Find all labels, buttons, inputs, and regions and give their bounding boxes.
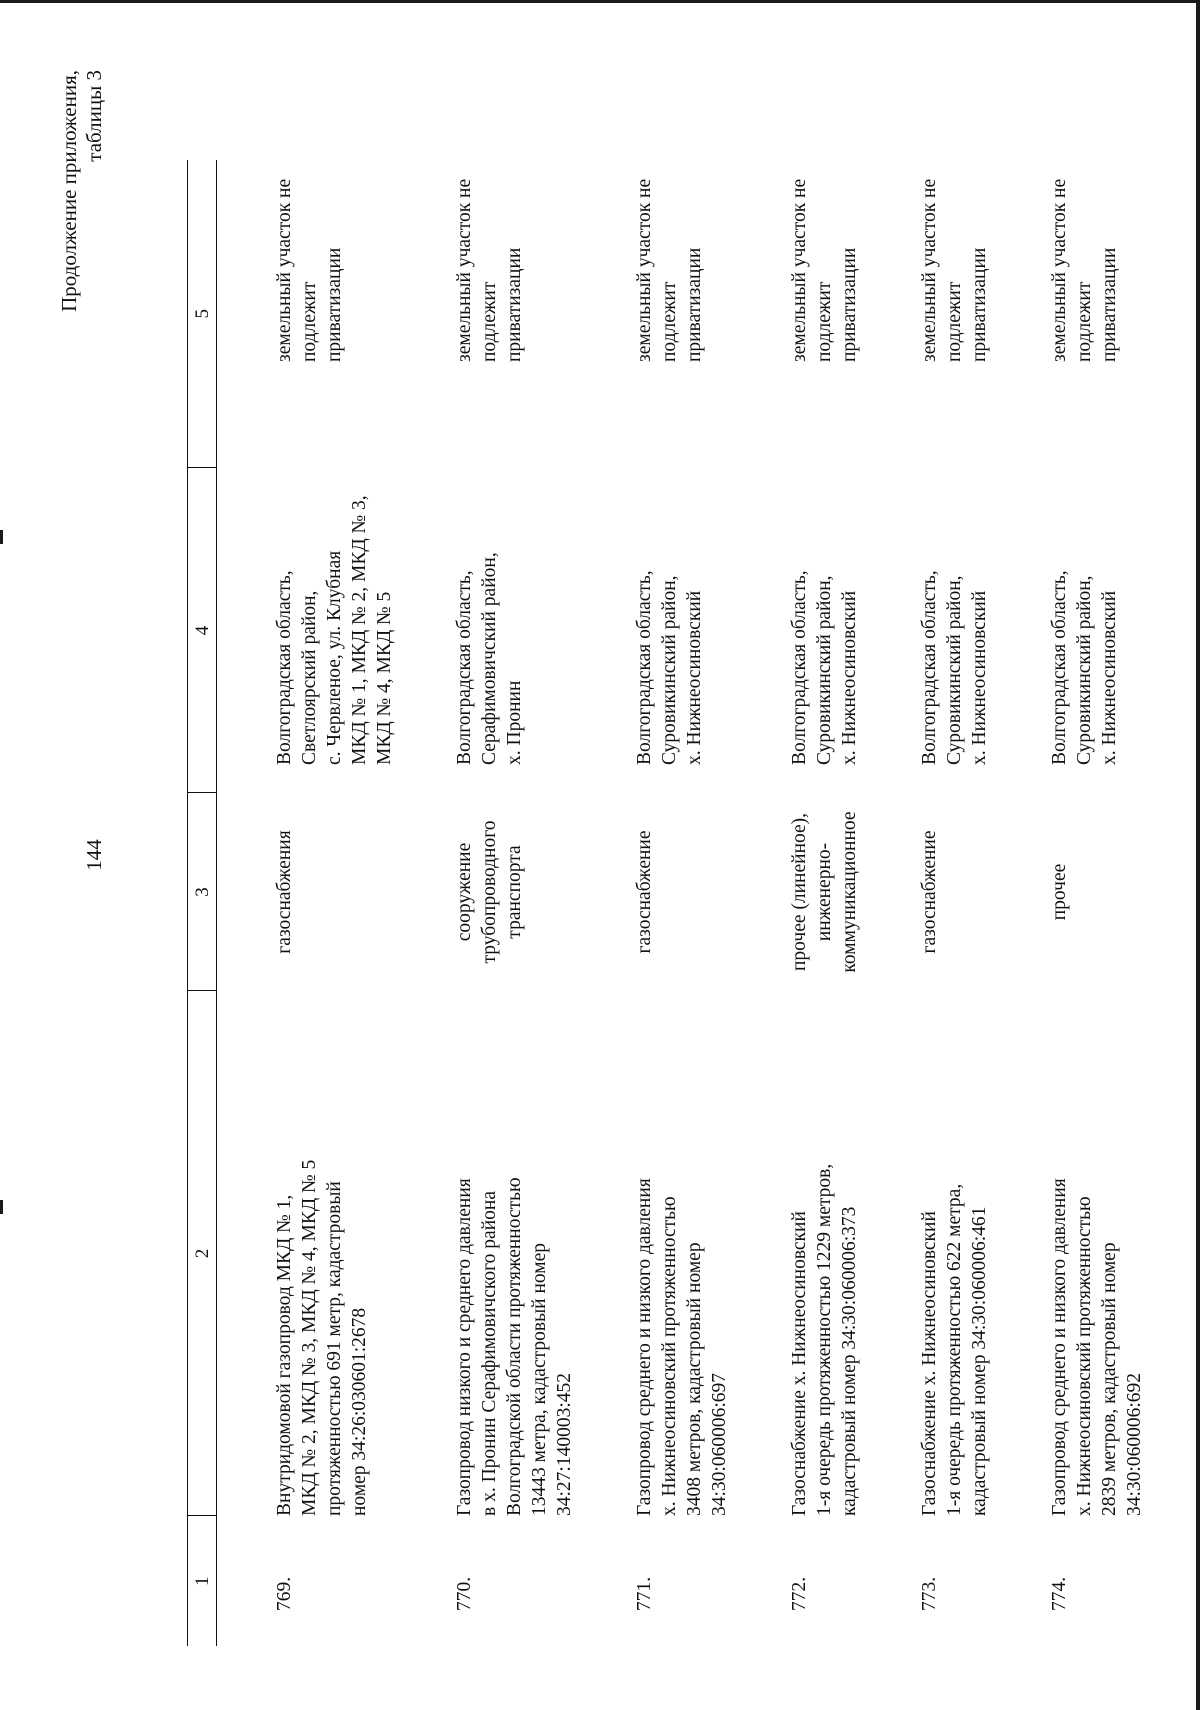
object-note-line: земельный участок не подлежит [274, 178, 320, 362]
object-note [917, 160, 1047, 468]
object-address-line: Волгоградская область, [789, 570, 810, 765]
object-description-line: 1-я очередь протяженностью 622 метра, [944, 1183, 965, 1516]
property-table [187, 160, 1200, 1646]
object-purpose [787, 793, 917, 991]
object-description [632, 991, 787, 1516]
object-description-line: протяженностью 691 метр, кадастровый [324, 1181, 345, 1516]
object-address-line: МКД № 1, МКД № 2, МКД № 3, [349, 495, 370, 765]
table-row [217, 160, 453, 1646]
object-purpose [217, 793, 453, 991]
column-header-5: 5 [188, 160, 217, 468]
object-address-line: х. Нижнеосиновский [969, 590, 990, 765]
object-address-line: Волгоградская область, [454, 570, 475, 765]
object-address-line: х. Пронин [504, 680, 525, 765]
table-row [787, 160, 917, 1646]
object-description-line: номер 34:26:030601:2678 [349, 1307, 370, 1516]
table-header-row [188, 160, 217, 1646]
continuation-line-1: Продолжение приложения, [57, 70, 81, 312]
object-address [452, 468, 632, 793]
object-note-line: приватизации [324, 247, 345, 362]
row-number: 772. [789, 1576, 810, 1611]
object-note [632, 160, 787, 468]
object-description-line: 34:27:140003:452 [554, 1372, 575, 1516]
object-description-line: х. Нижнеосиновский протяженностью [659, 1196, 680, 1516]
object-description-line: кадастровый номер 34:30:060006:373 [839, 1206, 860, 1516]
object-description-line: кадастровый номер 34:30:060006:461 [969, 1206, 990, 1516]
object-purpose-line: транспорта [504, 845, 525, 939]
object-purpose [632, 793, 787, 991]
object-description-line: 3408 метров, кадастровый номер [684, 1242, 705, 1516]
object-description-line: 13443 метра, кадастровый номер [529, 1242, 550, 1516]
continuation-note [57, 70, 107, 312]
row-number: 771. [634, 1576, 655, 1611]
object-description-line: Газопровод среднего и низкого давления [1049, 1178, 1070, 1516]
object-description-line: Газоснабжение х. Нижнеосиновский [789, 1211, 810, 1516]
row-number: 773. [919, 1576, 940, 1611]
object-address [1047, 468, 1200, 793]
object-purpose-line: газоснабжение [919, 830, 940, 954]
object-description-line: 1-я очередь протяженностью 1229 метров, [814, 1163, 835, 1516]
table-row [917, 160, 1047, 1646]
object-note-line: земельный участок не подлежит [789, 178, 835, 362]
column-header-4: 4 [188, 468, 217, 793]
object-address-line: х. Нижнеосиновский [684, 590, 705, 765]
object-description [452, 991, 632, 1516]
object-description-line: Внутридомовой газопровод МКД № 1, [274, 1194, 295, 1516]
object-description-line: 2839 метров, кадастровый номер [1099, 1242, 1120, 1516]
object-note-line: приватизации [839, 247, 860, 362]
row-number: 774. [1049, 1576, 1070, 1611]
object-address [917, 468, 1047, 793]
table-row [632, 160, 787, 1646]
object-address-line: с. Червленое, ул. Клубная [324, 550, 345, 765]
object-description-line: Газопровод низкого и среднего давления [454, 1178, 475, 1516]
object-address-line: Волгоградская область, [919, 570, 940, 765]
object-address-line: Суровикинский район, [1074, 575, 1095, 765]
object-note [452, 160, 632, 468]
object-purpose-line: прочее [1049, 863, 1070, 921]
object-description-line: Газоснабжение х. Нижнеосиновский [919, 1211, 940, 1516]
object-description-line: в х. Пронин Серафимовичского района [479, 1191, 500, 1516]
row-number: 769. [274, 1576, 295, 1611]
object-description-line: Газопровод среднего и низкого давления [634, 1178, 655, 1516]
object-note-line: земельный участок не подлежит [1049, 178, 1095, 362]
object-purpose-line: газоснабжения [274, 830, 295, 954]
object-address [787, 468, 917, 793]
object-description-line: 34:30:060006:692 [1124, 1372, 1145, 1516]
column-header-3: 3 [188, 793, 217, 991]
object-note-line: приватизации [1099, 247, 1120, 362]
object-address-line: Серафимовичский район, [479, 552, 500, 765]
object-description-line: х. Нижнеосиновский протяженностью [1074, 1196, 1095, 1516]
object-note-line: земельный участок не подлежит [634, 178, 680, 362]
object-address-line: х. Нижнеосиновский [1099, 590, 1120, 765]
object-address [217, 468, 453, 793]
object-note-line: земельный участок не подлежит [919, 178, 965, 362]
object-note [1047, 160, 1200, 468]
object-note-line: приватизации [684, 247, 705, 362]
continuation-line-2: таблицы 3 [82, 70, 106, 162]
object-description [217, 991, 453, 1516]
object-note-line: приватизации [969, 247, 990, 362]
object-note-line: земельный участок не подлежит [454, 178, 500, 362]
object-note [217, 160, 453, 468]
object-description [917, 991, 1047, 1516]
object-purpose-line: газоснабжение [634, 830, 655, 954]
object-address-line: Волгоградская область, [634, 570, 655, 765]
table-row [1047, 160, 1200, 1646]
object-address-line: х. Нижнеосиновский [839, 590, 860, 765]
object-address-line: Светлоярский район, [299, 590, 320, 765]
object-description-line: МКД № 2, МКД № 3, МКД № 4, МКД № 5 [299, 1159, 320, 1516]
object-purpose [917, 793, 1047, 991]
object-address [632, 468, 787, 793]
object-purpose-line: прочее (линейное), [789, 812, 810, 972]
row-number: 770. [454, 1576, 475, 1611]
object-address-line: Волгоградская область, [274, 570, 295, 765]
object-description [1047, 991, 1200, 1516]
object-purpose-line: коммуникационное [839, 811, 860, 973]
object-description [787, 991, 917, 1516]
page-number: 144 [82, 839, 106, 871]
object-address-line: Суровикинский район, [814, 575, 835, 765]
object-note-line: приватизации [504, 247, 525, 362]
object-address-line: МКД № 4, МКД № 5 [374, 591, 395, 765]
object-note [787, 160, 917, 468]
object-purpose [452, 793, 632, 991]
table-body [217, 160, 1200, 1646]
object-purpose [1047, 793, 1200, 991]
object-purpose-line: трубопроводного [479, 820, 500, 964]
object-description-line: Волгоградской области протяженностью [504, 1177, 525, 1516]
column-header-1: 1 [188, 1516, 217, 1646]
object-purpose-line: инженерно- [814, 842, 835, 942]
object-purpose-line: сооружение [454, 842, 475, 942]
table-row [452, 160, 632, 1646]
object-address-line: Суровикинский район, [659, 575, 680, 765]
object-address-line: Волгоградская область, [1049, 570, 1070, 765]
object-address-line: Суровикинский район, [944, 575, 965, 765]
column-header-2: 2 [188, 991, 217, 1516]
object-description-line: 34:30:060006:697 [709, 1372, 730, 1516]
